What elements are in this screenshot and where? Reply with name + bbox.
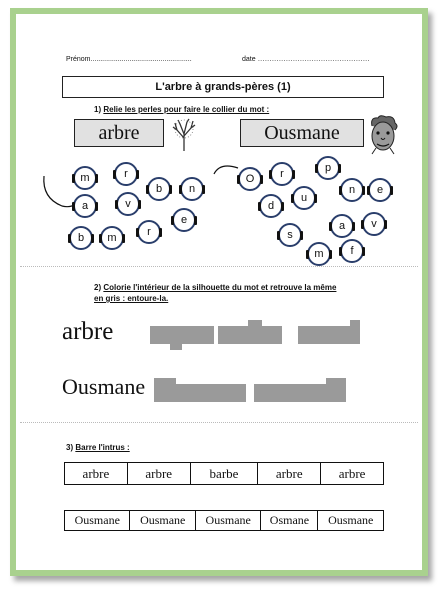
silhouette-ascender bbox=[154, 378, 176, 384]
section3-text: Barre l'intrus : bbox=[75, 443, 130, 452]
silhouette-word-arbre: arbre bbox=[62, 318, 114, 345]
bead-right-4[interactable]: n bbox=[340, 178, 364, 202]
section3-number: 3) bbox=[66, 443, 74, 452]
silhouette-ascender bbox=[326, 378, 346, 384]
bead-left-8[interactable]: b bbox=[69, 226, 93, 250]
intrus-table-ousmane bbox=[64, 510, 384, 531]
silhouette-descender bbox=[170, 344, 182, 350]
word-cell[interactable]: arbre bbox=[321, 463, 384, 485]
bead-right-1[interactable]: O bbox=[238, 167, 262, 191]
silhouette-block bbox=[154, 384, 246, 402]
silhouette-block bbox=[298, 326, 360, 344]
bead-right-11[interactable]: m bbox=[307, 242, 331, 266]
date-label: date bbox=[242, 56, 256, 63]
word-cell[interactable]: Ousmane bbox=[318, 511, 384, 531]
bead-left-4[interactable]: n bbox=[180, 177, 204, 201]
name-field bbox=[66, 56, 192, 63]
bead-right-5[interactable]: e bbox=[368, 178, 392, 202]
bead-right-2[interactable]: r bbox=[270, 162, 294, 186]
date-dots: ………………………………………… bbox=[257, 56, 370, 63]
word-cell[interactable]: arbre bbox=[65, 463, 128, 485]
bead-left-10[interactable]: r bbox=[137, 220, 161, 244]
silhouette-block bbox=[254, 384, 346, 402]
bead-left-6[interactable]: v bbox=[116, 192, 140, 216]
boy-face-icon bbox=[366, 114, 400, 156]
prenom-label: Prénom bbox=[66, 56, 91, 63]
bead-left-3[interactable]: b bbox=[147, 177, 171, 201]
date-field bbox=[242, 56, 370, 63]
bead-left-5[interactable]: a bbox=[73, 194, 97, 218]
tree-icon bbox=[170, 118, 198, 152]
bead-right-8[interactable]: a bbox=[330, 214, 354, 238]
word-cell[interactable]: arbre bbox=[127, 463, 190, 485]
silhouette-word-ousmane: Ousmane bbox=[62, 374, 146, 399]
section1-instruction bbox=[94, 105, 269, 114]
section3-instruction bbox=[66, 443, 130, 452]
word-box-arbre: arbre bbox=[74, 119, 164, 147]
section-divider-1 bbox=[20, 266, 418, 267]
section1-text: Relie les perles pour faire le collier du mot : bbox=[103, 105, 270, 114]
bead-left-7[interactable]: e bbox=[172, 208, 196, 232]
silhouette-block bbox=[150, 326, 214, 344]
bead-right-6[interactable]: d bbox=[259, 194, 283, 218]
section2-text-line2: en gris : entoure-la. bbox=[94, 294, 169, 303]
section1-number: 1) bbox=[94, 105, 102, 114]
bead-right-7[interactable]: u bbox=[292, 186, 316, 210]
worksheet-page bbox=[16, 14, 422, 570]
bead-right-9[interactable]: v bbox=[362, 212, 386, 236]
word-cell[interactable]: Ousmane bbox=[130, 511, 195, 531]
word-box-ousmane: Ousmane bbox=[240, 119, 364, 147]
bead-left-1[interactable]: m bbox=[73, 166, 97, 190]
section2-number: 2) bbox=[94, 283, 102, 292]
word-cell[interactable]: arbre bbox=[258, 463, 321, 485]
bead-right-12[interactable]: f bbox=[340, 239, 364, 263]
bead-left-2[interactable]: r bbox=[114, 162, 138, 186]
page-title: L'arbre à grands-pères (1) bbox=[62, 76, 384, 98]
section2-instruction bbox=[94, 282, 414, 304]
word-cell[interactable]: Ousmane bbox=[65, 511, 130, 531]
silhouette-ascender bbox=[248, 320, 262, 326]
green-frame bbox=[10, 8, 428, 576]
word-cell[interactable]: barbe bbox=[190, 463, 258, 485]
silhouette-ascender bbox=[350, 320, 360, 326]
intrus-table-arbre bbox=[64, 462, 384, 485]
bead-left-9[interactable]: m bbox=[100, 226, 124, 250]
prenom-dots: .................................................... bbox=[90, 56, 192, 63]
bead-right-3[interactable]: p bbox=[316, 156, 340, 180]
word-cell[interactable]: Osmane bbox=[261, 511, 318, 531]
section2-text-line1: Colorie l'intérieur de la silhouette du mot et retrouve la même bbox=[103, 283, 337, 292]
bead-right-10[interactable]: s bbox=[278, 223, 302, 247]
word-cell[interactable]: Ousmane bbox=[195, 511, 260, 531]
section-divider-2 bbox=[20, 422, 418, 423]
silhouette-block bbox=[218, 326, 282, 344]
